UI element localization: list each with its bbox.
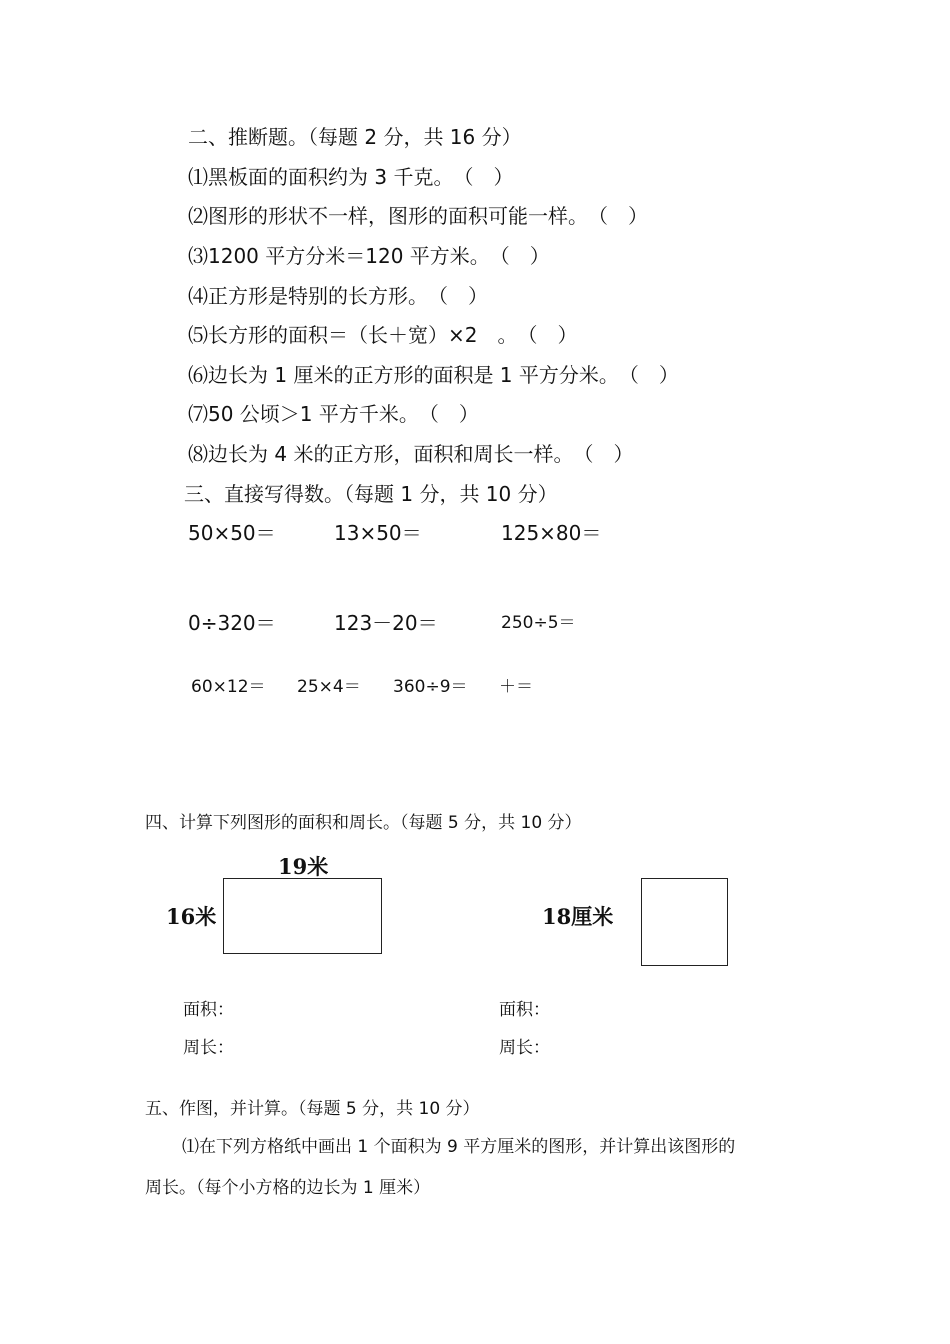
calc-item: 60×12＝ [191,677,266,697]
judgement-item-1: ⑴黑板面的面积约为 3 千克。 （ ） [188,165,514,189]
judgement-item-7: ⑺50 公顷＞1 平方千米。 （ ） [188,402,479,426]
section2-heading: 二、推断题。（每题 2 分，共 16 分） [188,125,522,149]
square-perimeter-label: 周长： [499,1038,550,1058]
rectangle-figure [223,878,382,954]
calc-item: 360÷9＝ [393,677,468,697]
judgement-item-2: ⑵图形的形状不一样，图形的面积可能一样。 （ ） [188,204,648,228]
calc-item: ＋＝ [499,677,533,697]
calc-item: 250÷5＝ [501,613,576,633]
section3-heading: 三、直接写得数。（每题 1 分，共 10 分） [184,482,558,506]
calc-item: 125×80＝ [501,521,602,545]
calc-item: 13×50＝ [334,521,422,545]
section5-heading: 五、作图，并计算。（每题 5 分，共 10 分） [145,1099,480,1119]
square-area-label: 面积： [499,1000,550,1020]
judgement-item-6: ⑹边长为 1 厘米的正方形的面积是 1 平方分米。 （ ） [188,363,679,387]
section4-heading: 四、计算下列图形的面积和周长。（每题 5 分，共 10 分） [145,813,582,833]
calc-item: 25×4＝ [297,677,361,697]
square-side-label: 18厘米 [542,904,614,929]
judgement-item-8: ⑻边长为 4 米的正方形，面积和周长一样。 （ ） [188,442,634,466]
calc-item: 123－20＝ [334,611,438,635]
rectangle-perimeter-label: 周长： [183,1038,234,1058]
drawing-question-line2: 周长。（每个小方格的边长为 1 厘米） [145,1178,431,1198]
rectangle-area-label: 面积： [183,1000,234,1020]
judgement-item-4: ⑷正方形是特别的长方形。 （ ） [188,284,488,308]
calc-item: 50×50＝ [188,521,276,545]
drawing-question-line1: ⑴在下列方格纸中画出 1 个面积为 9 平方厘米的图形，并计算出该图形的 [182,1137,736,1157]
square-figure [641,878,728,966]
rectangle-length-label: 19米 [278,854,329,879]
rectangle-width-label: 16米 [166,904,217,929]
judgement-item-3: ⑶1200 平方分米＝120 平方米。 （ ） [188,244,550,268]
calc-item: 0÷320＝ [188,611,276,635]
judgement-item-5: ⑸长方形的面积＝（长＋宽）×2 。 （ ） [188,323,578,347]
